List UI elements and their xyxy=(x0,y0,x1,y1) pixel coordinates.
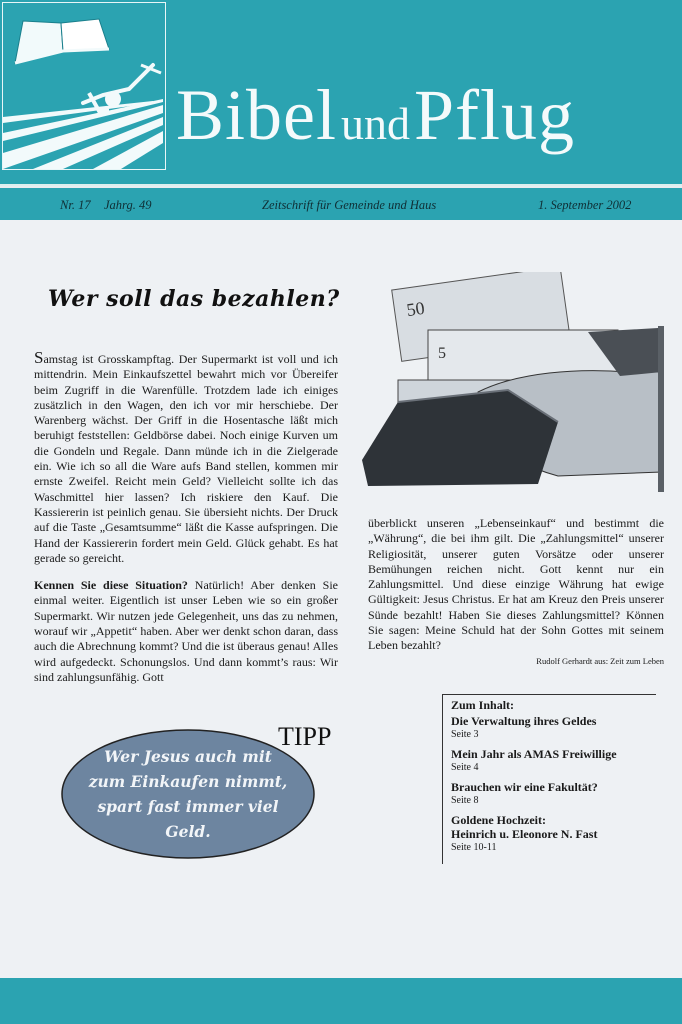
tipp-line: Geld. xyxy=(165,822,211,841)
article-headline: Wer soll das bezahlen? xyxy=(48,286,340,312)
toc-item-page: Seite 4 xyxy=(451,762,479,773)
toc-item-title: Brauchen wir eine Fakultät? xyxy=(451,780,598,794)
article-attribution: Rudolf Gerhardt aus: Zeit zum Leben xyxy=(536,656,664,666)
magazine-subtitle: Zeitschrift für Gemeinde und Haus xyxy=(262,198,437,212)
toc-item[interactable] xyxy=(451,780,656,807)
tipp-line: spart fast immer viel xyxy=(97,797,279,816)
toc-item-page: Seite 3 xyxy=(451,729,479,740)
drop-cap: S xyxy=(34,348,44,367)
toc-item[interactable] xyxy=(451,714,656,741)
logo xyxy=(2,2,166,170)
article-column-right xyxy=(368,516,664,666)
tipp-line: Wer Jesus auch mit xyxy=(104,747,272,766)
table-of-contents xyxy=(442,694,656,864)
tipp-text xyxy=(70,744,306,844)
issue-date: 1. September 2002 xyxy=(538,198,632,212)
svg-text:5: 5 xyxy=(438,345,446,362)
article-column-left xyxy=(34,350,338,697)
paragraph-text: Natürlich! Aber denken Sie einmal weiter. Eigentlich ist unser Leben wie so ein großer Supermarkt. Wir nutzen jede Gelegenheit, uns das zu nehmen, worauf wir „Appetit“ haben. Aber wer denkt schon daran, dass auch die Abrechnung kommt? Und die ist überaus genau! Alles wird aufgedeckt. Schonungslos. Und dann kommt’s raus: Wir sind zahlungsunfähig. Gott xyxy=(34,578,338,684)
svg-text:50: 50 xyxy=(405,297,426,321)
toc-item-page: Seite 8 xyxy=(451,795,479,806)
article-paragraph xyxy=(34,578,338,685)
toc-item[interactable] xyxy=(451,747,656,774)
title-word-pflug: Pflug xyxy=(414,75,576,155)
article-paragraph xyxy=(34,350,338,566)
article-paragraph: überblickt unseren „Lebenseinkauf“ und bestimmt die „Währung“, die bei ihm gilt. Die „Zahlungsmittel“ unserer Religiosität, unserer guten Vorsätze oder unserer Bemühungen reichen nicht. Gott kennt nur ein Zahlungsmittel. Und diese einzige Währung hat ewige Gültigkeit: Jesus Christus. Er hat am Kreuz den Preis unserer Sünde bezahlt! Haben Sie dieses Zahlungsmittel? Können Sie sagen: Meine Schuld hat der Sohn Gottes mit seinem Leben bezahlt? xyxy=(368,516,664,653)
toc-item-title: Mein Jahr als AMAS Freiwillige xyxy=(451,747,617,761)
masthead-banner xyxy=(0,0,682,185)
toc-item-title: Goldene Hochzeit: xyxy=(451,813,546,827)
header-divider xyxy=(0,184,682,186)
tipp-line: zum Einkaufen nimmt, xyxy=(88,772,288,791)
paragraph-text: amstag ist Grosskampftag. Der Supermarkt ist voll und ich mittendrin. Mein Einkaufszettel bewahrt mich vor Übereifer beim Zugriff in die Warenfülle. Trotzdem lade ich einiges zusätzlich in den Wagen, den ich vor mir herschiebe. Der Warenberg wächst. Der Griff in die Hosentasche läßt mich beruhigt feststellen: Geldbörse dabei. Noch einige Kurven um die Gondeln und Regale. Dann münde ich in die Zielgerade ein. Wie ich so all die Ware aufs Band stellen, kommen mir ernste Zweifel. Reicht mein Geld? Vielleicht sollte ich das Waschmittel hier lassen? Ich riskiere den Kauf. Die Kassiererin ist peinlich genau. Sie übersieht nichts. Der Druck auf die Taste „Gesamtsumme“ läßt die Kasse aufspringen. Die Hand der Kassiererin fordert mein Geld. Glück gehabt. Es hat gerade so gereicht. xyxy=(34,352,338,565)
toc-item-title: Die Verwaltung ihres Geldes xyxy=(451,714,597,728)
footer-band xyxy=(0,978,682,1024)
title-word-und: und xyxy=(341,98,410,149)
title-word-bibel: Bibel xyxy=(176,75,337,155)
toc-item-subtitle: Heinrich u. Eleonore N. Fast xyxy=(451,827,598,841)
issue-year: Jahrg. 49 xyxy=(104,198,152,212)
open-bible-and-plough-icon xyxy=(3,3,165,169)
toc-item[interactable] xyxy=(451,813,656,854)
toc-item-page: Seite 10-11 xyxy=(451,842,497,853)
issue-number: Nr. 17 xyxy=(60,198,91,212)
toc-title: Zum Inhalt: xyxy=(451,698,515,712)
paragraph-lead: Kennen Sie diese Situation? xyxy=(34,578,188,593)
money-photo xyxy=(358,272,670,494)
tipp-label: TIPP xyxy=(278,722,332,751)
magazine-title xyxy=(176,74,682,154)
issue-info-bar xyxy=(0,188,682,220)
